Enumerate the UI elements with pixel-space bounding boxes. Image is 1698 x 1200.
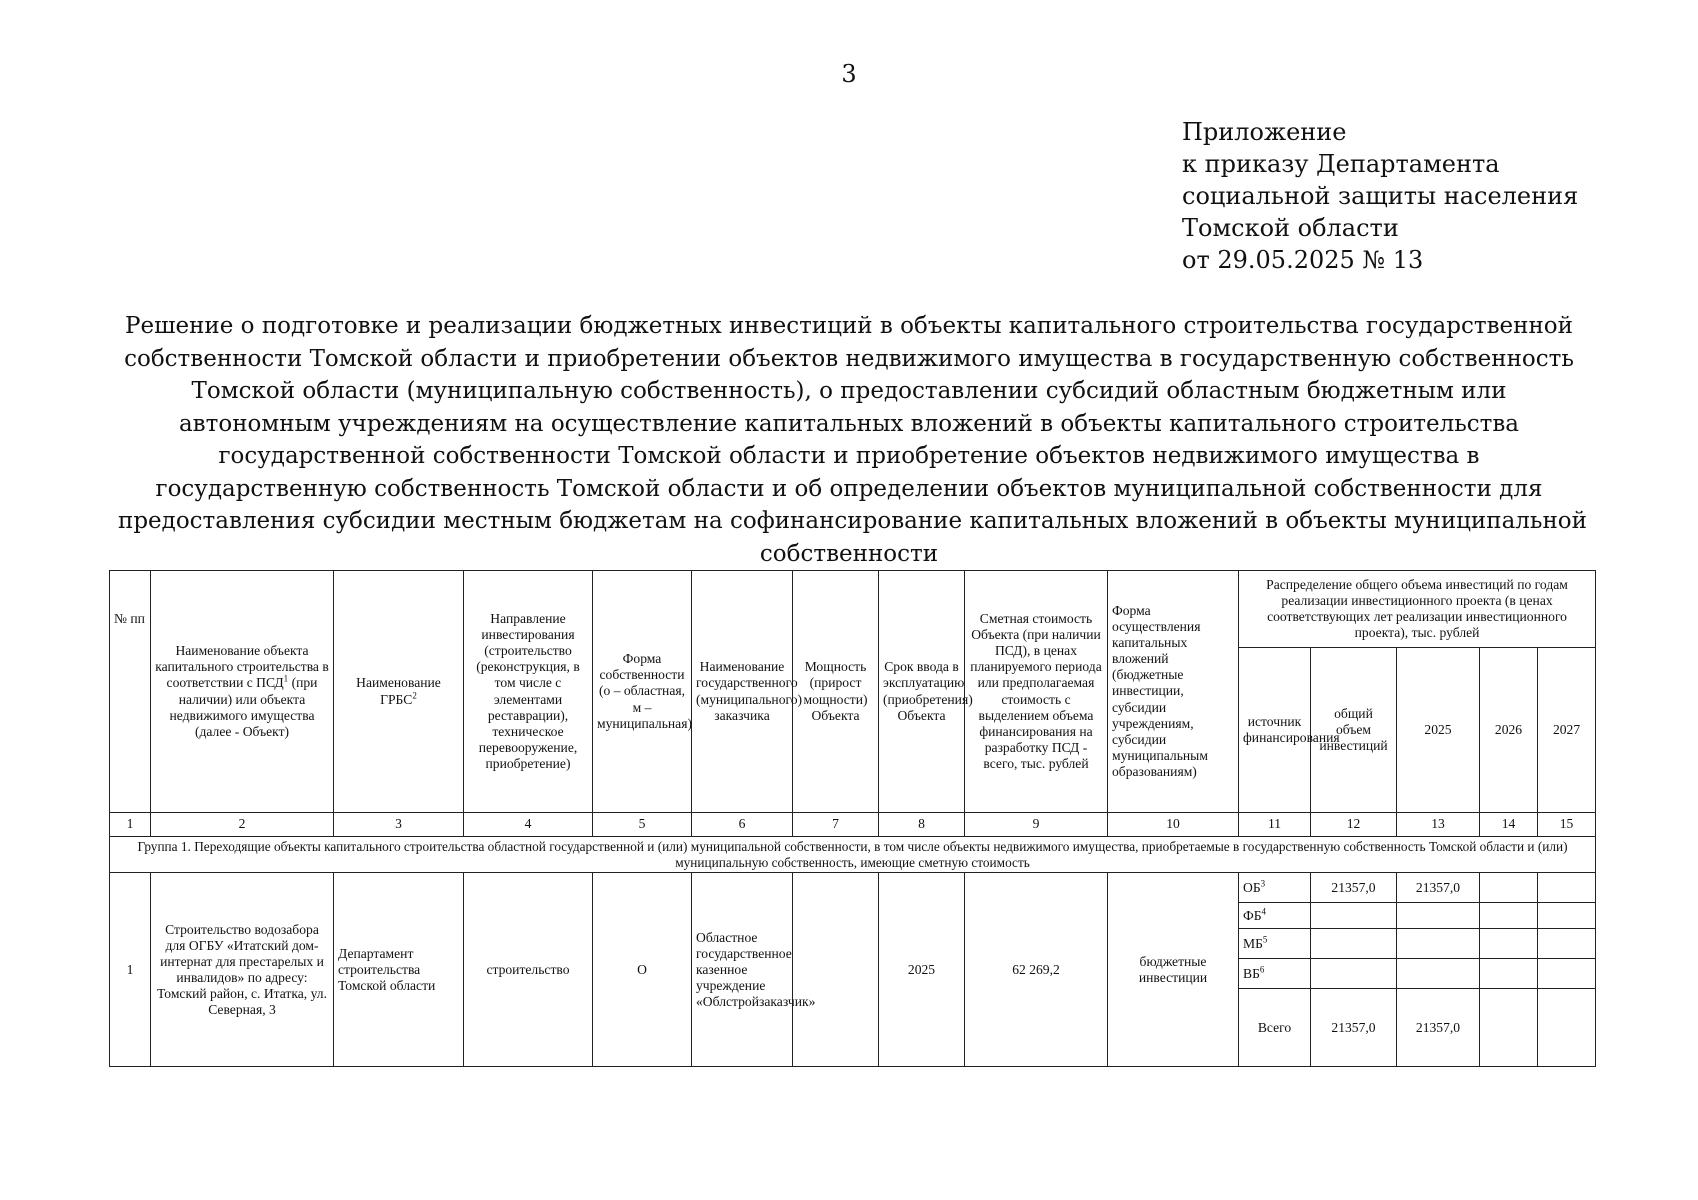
header-source: источник финансирования — [1239, 648, 1311, 813]
appendix-line: Приложение — [1182, 118, 1347, 146]
header-distribution: Распределение общего объема инвестиций по годам реализации инвестиционного проекта (в ценах соответствующих лет реализации инвестиционного проекта), тыс. рублей — [1239, 571, 1596, 648]
header-customer: Наименование государственного (муниципального) заказчика — [692, 571, 793, 813]
source-2025: 21357,0 — [1397, 873, 1480, 903]
source-2027 — [1538, 929, 1596, 959]
source-total — [1311, 903, 1397, 929]
header-year-2027: 2027 — [1538, 648, 1596, 813]
header-object-rest: (при наличии) или объекта недвижимого имущества (далее - Объект) — [169, 675, 318, 739]
appendix-block — [1182, 116, 1642, 276]
title-line: государственной собственности Томской области и приобретение объектов недвижимого имущества в — [218, 443, 1480, 469]
row-direction: строительство — [464, 873, 593, 1067]
header-object-sup: 1 — [283, 673, 289, 684]
header-grbs-sup: 2 — [412, 689, 417, 700]
group-row — [110, 837, 1596, 873]
header-cost: Сметная стоимость Объекта (при наличии ПСД), в ценах планируемого периода или предполагаемая стоимость с выделением объема финансирования на разработку ПСД - всего, тыс. рублей — [965, 571, 1108, 813]
source-sup: 5 — [1262, 934, 1268, 945]
column-number: 6 — [692, 813, 793, 837]
source-sup: 4 — [1261, 906, 1267, 917]
column-number: 15 — [1538, 813, 1596, 837]
appendix-line: Томской области — [1182, 214, 1399, 242]
header-num-text: № пп — [114, 611, 145, 626]
source-total: 21357,0 — [1311, 989, 1397, 1067]
source-label — [1239, 903, 1311, 929]
header-object-name — [151, 571, 334, 813]
source-2027 — [1538, 959, 1596, 989]
header-year-2025: 2025 — [1397, 648, 1480, 813]
column-number: 10 — [1108, 813, 1239, 837]
title-line: собственности — [759, 540, 939, 567]
row-ownership: О — [593, 873, 692, 1067]
source-label-text: ВБ — [1243, 965, 1260, 981]
row-customer: Областное государственное казенное учреждение «Облстройзаказчик» — [692, 873, 793, 1067]
title-line: Решение о подготовке и реализации бюджетных инвестиций в объекты капитального строительства государственной — [125, 313, 1573, 339]
source-2027 — [1538, 989, 1596, 1067]
source-sup: 3 — [1260, 878, 1266, 889]
title-line: собственности Томской области и приобретении объектов недвижимого имущества в государственную собственность — [124, 345, 1574, 372]
investment-table — [109, 570, 1596, 1067]
header-ownership: Форма собственности (о – областная, м – муниципальная) — [593, 571, 692, 813]
table-row — [110, 873, 1596, 903]
source-2026 — [1480, 989, 1538, 1067]
source-2026 — [1480, 873, 1538, 903]
source-total: 21357,0 — [1311, 873, 1397, 903]
row-number: 1 — [110, 873, 151, 1067]
header-grbs — [334, 571, 464, 813]
source-label-text: ФБ — [1243, 907, 1262, 923]
row-cost: 62 269,2 — [965, 873, 1108, 1067]
column-number: 12 — [1311, 813, 1397, 837]
column-number: 2 — [151, 813, 334, 837]
header-row — [110, 571, 1596, 648]
source-2025 — [1397, 903, 1480, 929]
row-deadline: 2025 — [879, 873, 965, 1067]
column-number-row — [110, 813, 1596, 837]
appendix-line: социальной защиты населения — [1182, 182, 1579, 210]
source-label — [1239, 873, 1311, 903]
title-line: предоставления субсидии местным бюджетам на софинансирование капитальных вложений в объекты муниципальной — [118, 508, 1587, 534]
document-title — [118, 310, 1587, 570]
source-label-text: Всего — [1257, 1019, 1292, 1035]
header-form: Форма осуществления капитальных вложений (бюджетные инвестиции, субсидии учреждениям, субсидии муниципальным образованиям) — [1108, 571, 1239, 813]
source-2027 — [1538, 903, 1596, 929]
appendix-line: от 29.05.2025 № 13 — [1182, 246, 1424, 274]
header-deadline: Срок ввода в эксплуатацию (приобретения) Объекта — [879, 571, 965, 813]
source-2025 — [1397, 959, 1480, 989]
header-direction: Направление инвестирования (строительство (реконструкция, в том числе с элементами реставрации), техническое перевооружение, приобретение) — [464, 571, 593, 813]
source-sup: 6 — [1259, 964, 1265, 975]
group-title: Группа 1. Переходящие объекты капитального строительства областной государственной и (или) муниципальной собственности, в том числе объекты недвижимого имущества, приобретаемые в государственную собственность Томской области и (или) муниципальную собственность, имеющие сметную стоимость — [110, 837, 1596, 873]
header-num — [110, 571, 151, 813]
column-number: 11 — [1239, 813, 1311, 837]
column-number: 8 — [879, 813, 965, 837]
source-label-text: ОБ — [1243, 879, 1261, 895]
source-2026 — [1480, 903, 1538, 929]
title-line: автономным учреждениям на осуществление капитальных вложений в объекты капитального строительства — [178, 410, 1520, 437]
row-capacity — [793, 873, 879, 1067]
source-label — [1239, 959, 1311, 989]
page-number: 3 — [841, 60, 857, 88]
header-capacity: Мощность (прирост мощности) Объекта — [793, 571, 879, 813]
source-2026 — [1480, 959, 1538, 989]
column-number: 3 — [334, 813, 464, 837]
source-total — [1311, 929, 1397, 959]
title-line: государственную собственность Томской области и об определении объектов муниципальной собственности для — [155, 475, 1543, 502]
source-2026 — [1480, 929, 1538, 959]
source-label-text: МБ — [1243, 935, 1263, 951]
source-label — [1239, 929, 1311, 959]
title-line: Томской области (муниципальную собственность), о предоставлении субсидий областным бюджетным или — [191, 378, 1507, 404]
appendix-line: к приказу Департамента — [1182, 150, 1500, 178]
column-number: 9 — [965, 813, 1108, 837]
source-2027 — [1538, 873, 1596, 903]
column-number: 5 — [593, 813, 692, 837]
row-form: бюджетные инвестиции — [1108, 873, 1239, 1067]
column-number: 7 — [793, 813, 879, 837]
source-total — [1311, 959, 1397, 989]
row-grbs: Департамент строительства Томской области — [334, 873, 464, 1067]
column-number: 1 — [110, 813, 151, 837]
row-object-name: Строительство водозабора для ОГБУ «Итатский дом-интернат для престарелых и инвалидов» по адресу: Томский район, с. Итатка, ул. Северная, 3 — [151, 873, 334, 1067]
source-label — [1239, 989, 1311, 1067]
column-number: 13 — [1397, 813, 1480, 837]
column-number: 4 — [464, 813, 593, 837]
header-object-text: Наименование объекта капитального строительства в соответствии с ПСД — [155, 643, 329, 691]
header-year-2026: 2026 — [1480, 648, 1538, 813]
source-2025: 21357,0 — [1397, 989, 1480, 1067]
header-grbs-text: Наименование ГРБС — [356, 675, 441, 707]
column-number: 14 — [1480, 813, 1538, 837]
source-2025 — [1397, 929, 1480, 959]
header-total: общий объем инвестиций — [1311, 648, 1397, 813]
